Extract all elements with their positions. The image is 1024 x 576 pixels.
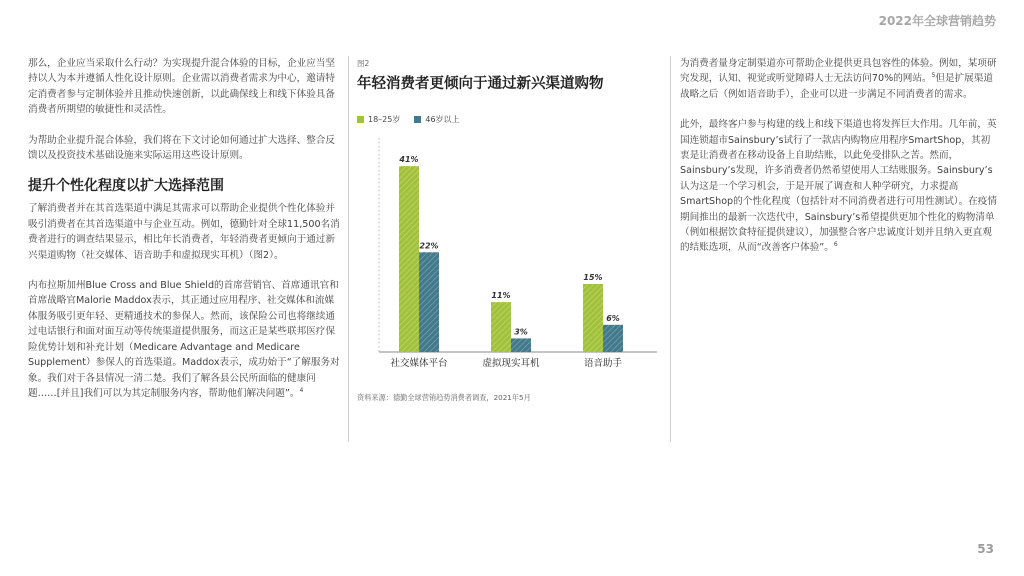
data-label: 22% — [419, 241, 439, 251]
data-label: 11% — [491, 291, 511, 301]
figure-source: 资料来源：德勤全球营销趋势消费者调查，2021年5月 — [357, 393, 531, 402]
bar-teal — [511, 338, 531, 352]
figure-title: 年轻消费者更倾向于通过新兴渠道购物 — [357, 76, 604, 92]
chart-legend — [357, 114, 460, 125]
section-heading: 提升个性化程度以扩大选择范围 — [28, 178, 224, 195]
figure-label: 图2 — [357, 59, 370, 68]
legend-swatch-green — [357, 116, 364, 123]
legend-item — [414, 114, 459, 125]
data-label: 3% — [514, 327, 528, 337]
footnote-ref: 6 — [833, 241, 838, 249]
paragraph: 为帮助企业提升混合体验，我们将在下文讨论如何通过扩大选择、整合反馈以及投资技术基础设施来实际运用这些设计原则。 — [28, 134, 335, 162]
paragraph-text: 内布拉斯加州Blue Cross and Blue Shield的首席营销官、首席通讯官和首席战略官Malorie Maddox表示，其正通过应用程序、社交媒体和流媒体服务吸引更年轻、更精通技术的参保人。然而，该保险公司也将继续通过电话银行和面对面互动等传统渠道提供服务，而这正是某些联邦医疗保险优势计划和补充计划（Medicare Advantage and Medicare Supplement）参保人的首选渠道。Maddox表示，成功始于“了解服务对象。我们对于各县情况一清二楚。我们了解各县公民所面临的健康问题……[并且]我们可以为其定制服务内容，帮助他们解决问题”。 — [28, 280, 340, 399]
paragraph-text: 此外，最终客户参与构建的线上和线下渠道也将发挥巨大作用。几年前，英国连锁超市Sainsbury’s试行了一款店内购物应用程序SmartShop，其初衷是让消费者在移动设备上自助结账，以此免受排队之苦。然而，Sainsbury’s发现，许多消费者仍然希望使用人工结账服务。Sainsbury’s认为这是一个学习机会，于是开展了调查和人种学研究，力求提高SmartShop的个性化程度（包括针对不同消费者进行可用性测试）。在疫情期间推出的最新一次迭代中，Sainsbury’s希望提供更加个性化的购物清单（例如根据饮食特征提供建议），加强整合客户忠诚度计划并且纳入更直观的结账选项，从而“改善客户体验”。 — [680, 119, 997, 254]
data-label: 6% — [606, 313, 620, 323]
header-title: 2022年全球营销趋势 — [878, 14, 996, 28]
legend-label: 18–25岁 — [368, 115, 401, 124]
bar-teal — [603, 325, 623, 352]
category-label: 虚拟现实耳机 — [482, 358, 540, 369]
category-label: 社交媒体平台 — [390, 358, 448, 369]
paragraph — [28, 278, 342, 401]
paragraph-text: 但是扩展渠道战略之后（例如语音助手），企业可以进一步满足不同消费者的需求。 — [680, 73, 993, 100]
left-column — [28, 56, 342, 401]
column-divider — [348, 56, 349, 442]
paragraph — [680, 117, 998, 256]
page-number: 53 — [977, 542, 994, 556]
column-divider — [670, 56, 671, 442]
bar-green — [583, 284, 603, 352]
bar-teal — [419, 252, 439, 352]
bar-green — [399, 166, 419, 352]
bar-green — [491, 302, 511, 352]
data-label: 15% — [583, 273, 603, 282]
right-column — [680, 56, 998, 256]
paragraph: 那么，企业应当采取什么行动？为实现提升混合体验的目标，企业应当坚持以人为本并遵循人性化设计原则。企业需以消费者需求为中心，邀请特定消费者参与定制体验并且推动快速创新，以此确保线上和线下体验具备消费者所期望的敏捷性和灵活性。 — [28, 58, 335, 116]
legend-label: 46岁以上 — [425, 115, 460, 124]
legend-item — [357, 114, 400, 125]
paragraph — [680, 56, 998, 102]
paragraph: 了解消费者并在其首选渠道中满足其需求可以帮助企业提供个性化体验并吸引消费者在其首选渠道中与企业互动。例如，德勤针对全球11,500名消费者进行的调查结果显示，相比年长消费者，年轻消费者更倾向于通过新兴渠道购物（社交媒体、语音助手和虚拟现实耳机）（图2）。 — [28, 203, 340, 261]
paragraph-text: 为消费者量身定制渠道亦可帮助企业提供更具包容性的体验。例如，某项研究发现，认知、视觉或听觉障碍人士无法访问70%的网站。 — [680, 58, 997, 85]
category-label: 语音助手 — [583, 358, 623, 369]
bar-chart — [357, 130, 667, 380]
footnote-ref: 4 — [299, 386, 304, 394]
footnote-ref: 5 — [931, 72, 936, 80]
legend-swatch-teal — [414, 116, 421, 123]
data-label: 41% — [399, 155, 419, 165]
